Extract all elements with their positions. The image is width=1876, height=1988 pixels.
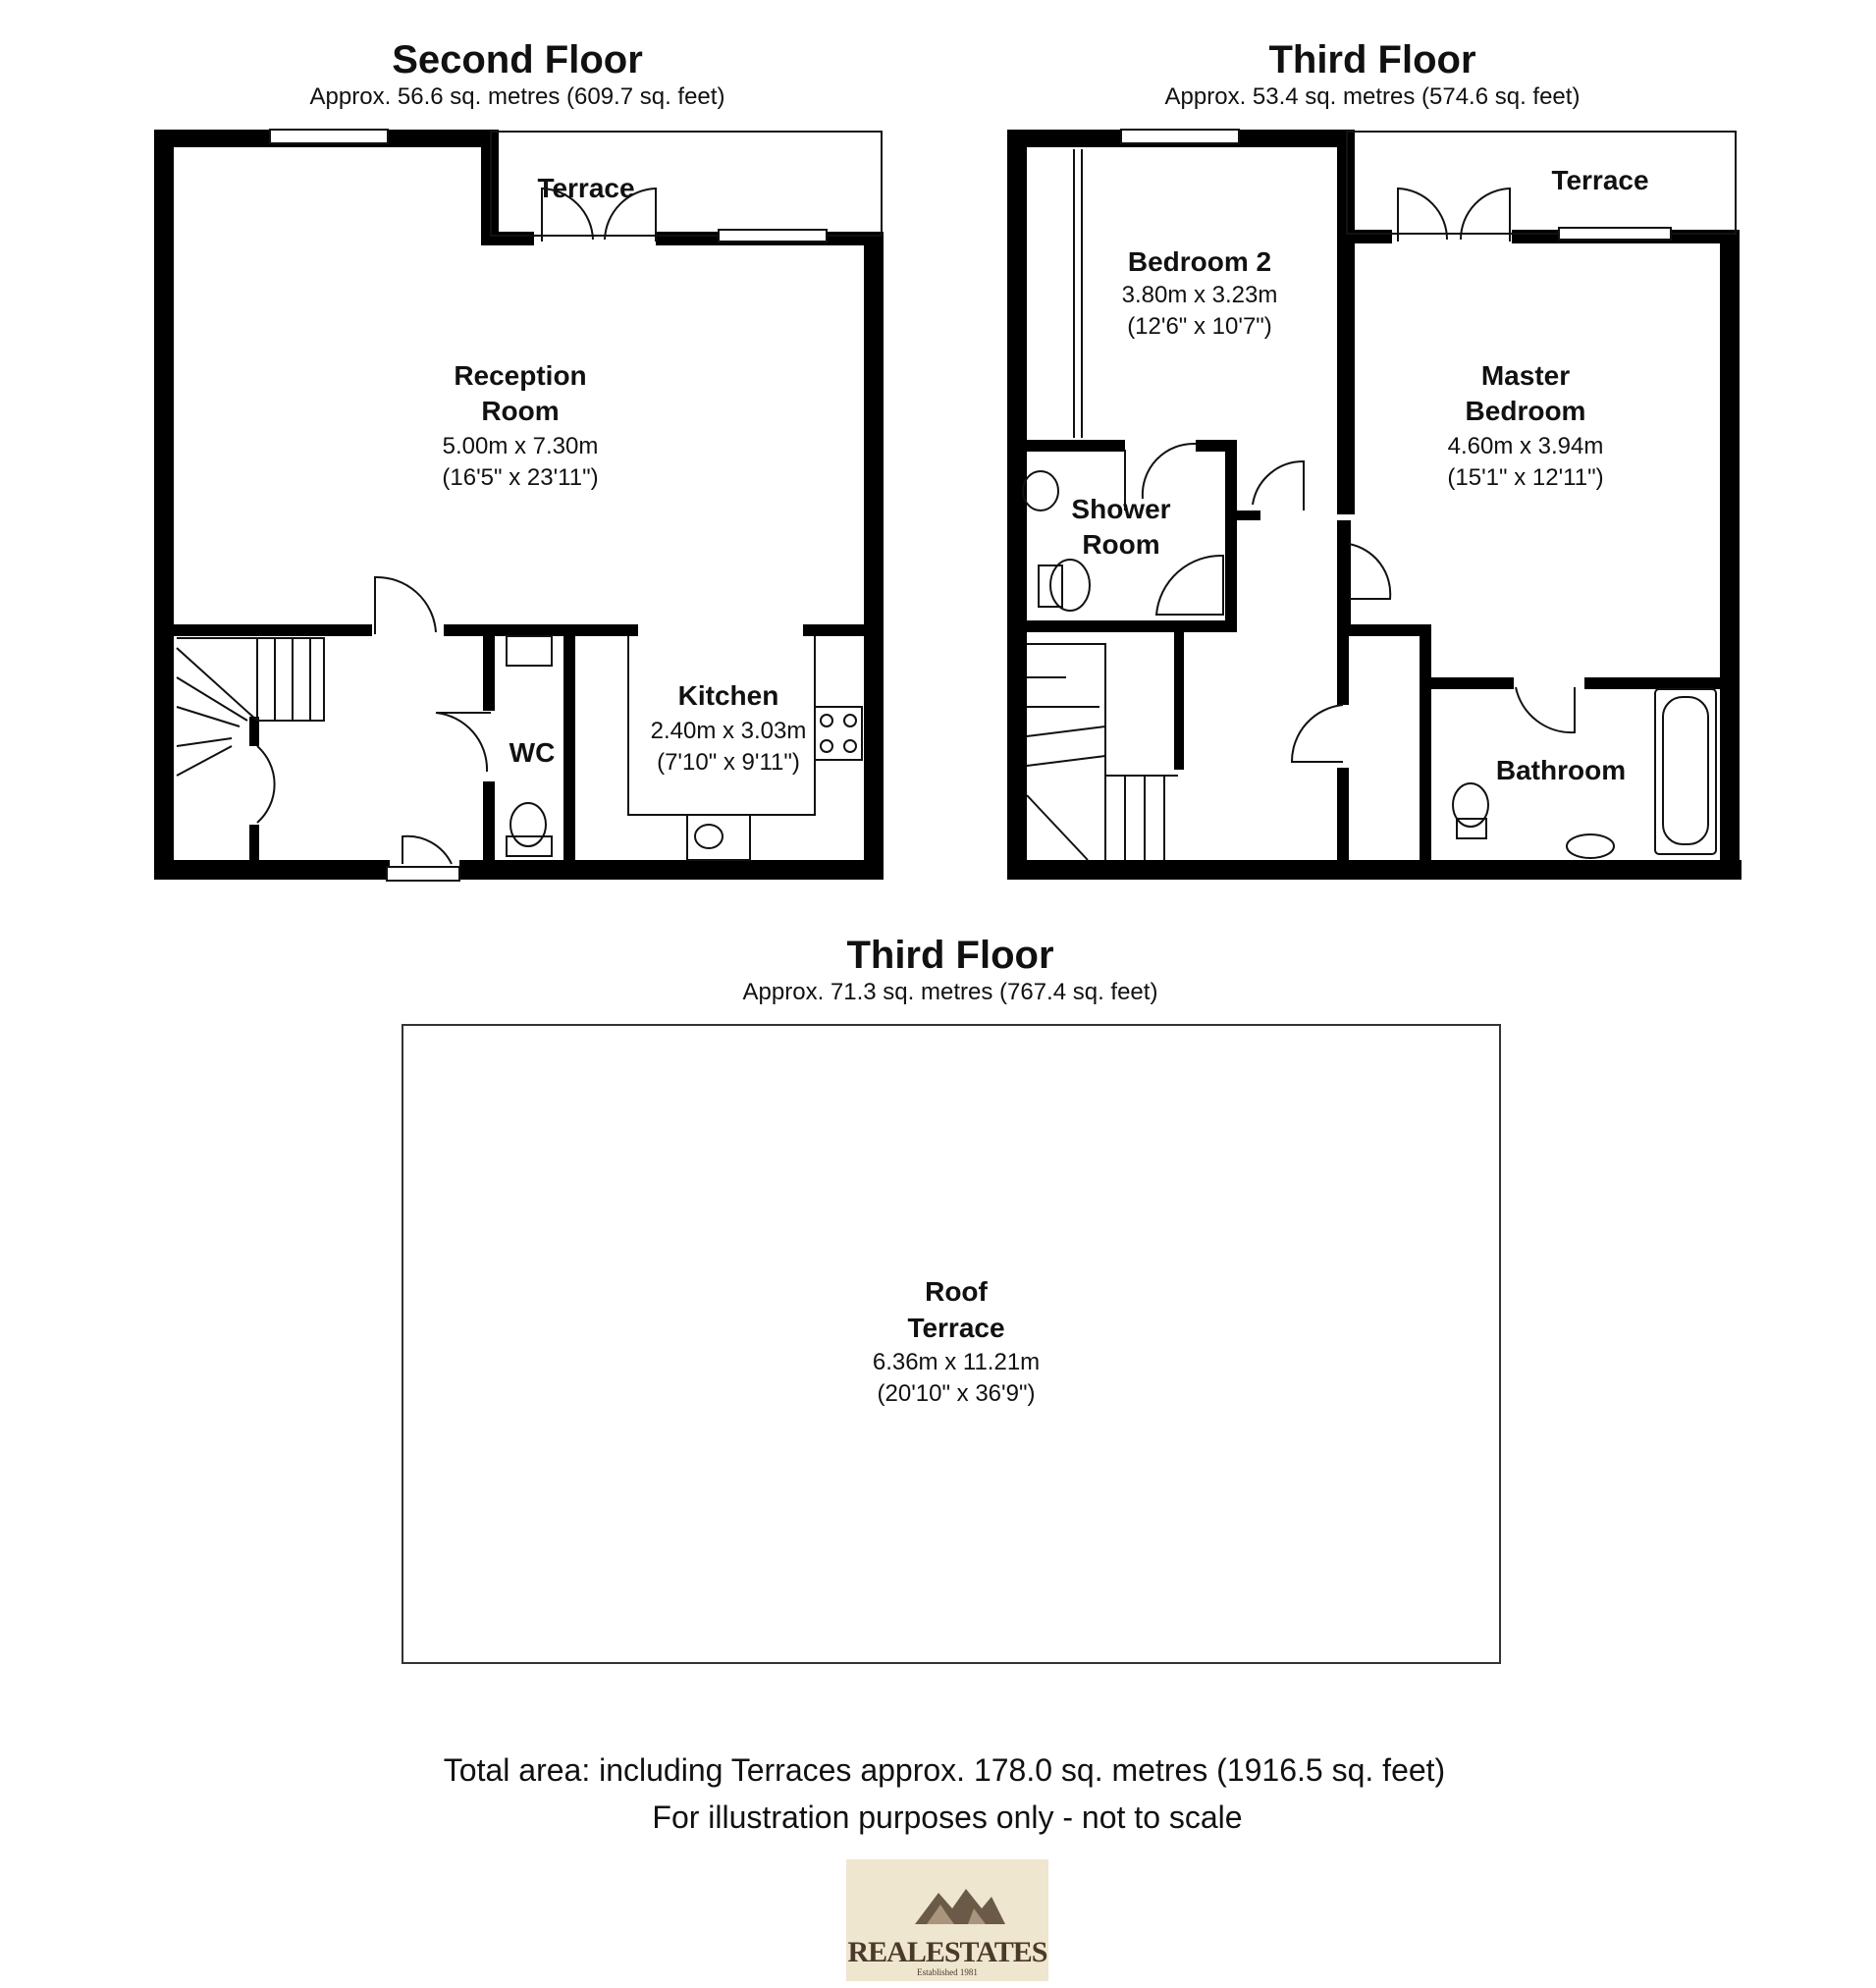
roof-terrace-plan [402, 934, 1500, 1663]
third-floor-title: Third Floor [1268, 38, 1476, 81]
bedroom-2-dims-imperial: (12'6" x 10'7") [1127, 313, 1272, 340]
master-bedroom-dims-metric: 4.60m x 3.94m [1447, 433, 1604, 459]
roof-terrace-dims-imperial: (20'10" x 36'9") [877, 1380, 1036, 1407]
total-area-note: Total area: including Terraces approx. 178.0 sq. metres (1916.5 sq. feet) [443, 1752, 1446, 1788]
second-floor-title: Second Floor [392, 38, 643, 81]
bathroom-label: Bathroom [1495, 755, 1627, 785]
second-floor-area: Approx. 56.6 sq. metres (609.7 sq. feet) [309, 83, 725, 110]
master-bedroom-name-1: Master [1480, 360, 1571, 391]
disclaimer-note: For illustration purposes only - not to scale [652, 1800, 1243, 1835]
terrace-label: Terrace [537, 173, 635, 203]
real-estates-logo [846, 1859, 1048, 1981]
bedroom-2-name: Bedroom 2 [1127, 246, 1272, 277]
roof-floor-area: Approx. 71.3 sq. metres (767.4 sq. feet) [742, 979, 1158, 1005]
master-bedroom-dims-imperial: (15'1" x 12'11") [1447, 464, 1604, 491]
reception-room-name-2: Room [481, 396, 560, 426]
roof-floor-title: Third Floor [846, 934, 1054, 977]
second-floor-plan [154, 38, 884, 881]
kitchen-dims-imperial: (7'10" x 9'11") [657, 749, 800, 776]
third-floor-plan [1007, 38, 1742, 880]
roof-terrace-name-2: Terrace [907, 1313, 1005, 1343]
roof-terrace-dims-metric: 6.36m x 11.21m [872, 1349, 1041, 1375]
master-bedroom-name-2: Bedroom [1465, 396, 1586, 426]
kitchen-dims-metric: 2.40m x 3.03m [650, 718, 807, 744]
reception-room-name-1: Reception [454, 360, 587, 391]
kitchen-name: Kitchen [677, 680, 779, 711]
shower-room-name-1: Shower [1071, 494, 1171, 524]
third-floor-terrace-label: Terrace [1551, 165, 1649, 195]
wc-label: WC [509, 737, 556, 768]
roof-terrace-name-1: Roof [925, 1276, 988, 1307]
logo-wordmark: REALESTATES [847, 1936, 1047, 1968]
reception-room-dims-imperial: (16'5" x 23'11") [442, 464, 599, 491]
logo-tagline: Established 1981 [917, 1967, 978, 1977]
reception-room-dims-metric: 5.00m x 7.30m [442, 433, 599, 459]
shower-room-name-2: Room [1082, 529, 1160, 560]
third-floor-area: Approx. 53.4 sq. metres (574.6 sq. feet) [1164, 83, 1581, 110]
bedroom-2-dims-metric: 3.80m x 3.23m [1121, 282, 1278, 308]
